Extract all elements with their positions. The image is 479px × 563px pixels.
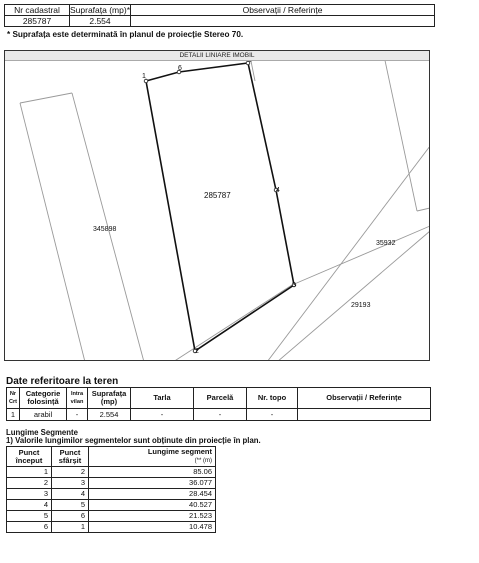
cell-intravilan: - [67, 409, 88, 421]
segments-table [6, 446, 216, 533]
cell-lungime: 40.527 [89, 500, 216, 511]
table-row [7, 522, 216, 533]
parcel-label: 285787 [204, 191, 231, 200]
header-suprafata: Suprafața (mp)* [70, 5, 130, 15]
cadastral-summary-table [4, 4, 435, 27]
cell-nr-cadastral: 285787 [5, 16, 70, 27]
neighbor-line [292, 226, 430, 285]
cell-suprafata: 2.554 [70, 16, 131, 27]
header-punct-sfarsit: Punct sfârșit [52, 447, 89, 467]
segments-note: 1) Valorile lungimilor segmentelor sunt obținute din proiecție în plan. [6, 436, 261, 445]
header-observatii: Observații / Referințe [131, 5, 435, 16]
map-header: DETALII LINIARE IMOBIL [5, 51, 429, 61]
header-nr-crt: Nr Crt [7, 388, 20, 409]
cell-categorie: arabil [20, 409, 67, 421]
segments-body [7, 467, 216, 533]
neighbor-line [277, 231, 430, 361]
cell-punct-sfarsit: 1 [52, 522, 89, 533]
table-row [7, 409, 431, 421]
neighbor-label: 29193 [351, 302, 371, 309]
cell-nr-topo: - [247, 409, 298, 421]
header-lungime [89, 447, 216, 467]
cell-lungime: 85.06 [89, 467, 216, 478]
cell-punct-sfarsit: 2 [52, 467, 89, 478]
cell-lungime: 10.478 [89, 522, 216, 533]
header-nr-cadastral: Nr cadastral [5, 5, 70, 16]
cell-punct-inceput: 3 [7, 489, 52, 500]
table-row [7, 489, 216, 500]
vertex-label: 2 [195, 348, 199, 355]
header-categorie: Categorie folosință [20, 388, 67, 409]
neighbor-line [20, 93, 72, 103]
vertex-label: 1 [142, 73, 146, 80]
parcel-map [4, 50, 430, 361]
header-intravilan: Intra vilan [67, 388, 88, 409]
vertex-label: 3 [292, 282, 296, 289]
cell-punct-sfarsit: 5 [52, 500, 89, 511]
cell-punct-inceput: 1 [7, 467, 52, 478]
table-row [7, 467, 216, 478]
header-observatii: Observații / Referințe [298, 388, 431, 409]
cell-lungime: 36.077 [89, 478, 216, 489]
cell-punct-sfarsit: 3 [52, 478, 89, 489]
vertex-label: 4 [276, 187, 280, 194]
projection-note: * Suprafața este determinată în planul de proiecție Stereo 70. [7, 30, 244, 39]
cell-punct-inceput: 2 [7, 478, 52, 489]
table-header-row [7, 447, 216, 467]
neighbor-label: 345898 [93, 226, 117, 233]
table-header-row [7, 388, 431, 409]
header-suprafata: Suprafața (mp) [88, 388, 131, 409]
header-nr-topo: Nr. topo [247, 388, 298, 409]
neighbor-line [417, 208, 430, 211]
header-parcela: Parcelă [194, 388, 247, 409]
map-drawing [5, 51, 430, 361]
cell-tarla: - [131, 409, 194, 421]
table-row [7, 478, 216, 489]
neighbor-lines [20, 51, 430, 361]
cell-punct-sfarsit: 6 [52, 511, 89, 522]
cell-suprafata: 2.554 [88, 409, 131, 421]
vertex-label: 6 [178, 65, 182, 72]
neighbor-line [173, 285, 292, 361]
segments-title: Lungime Segmente [6, 428, 78, 437]
neighbor-line [267, 146, 430, 361]
cell-punct-inceput: 4 [7, 500, 52, 511]
cell-punct-sfarsit: 4 [52, 489, 89, 500]
cell-lungime: 28.454 [89, 489, 216, 500]
cell-observatii [131, 16, 435, 27]
header-punct-inceput: Punct început [7, 447, 52, 467]
cell-parcela: - [194, 409, 247, 421]
neighbor-line [383, 51, 417, 211]
land-data-title: Date referitoare la teren [6, 376, 119, 387]
parcel-outline [146, 63, 294, 351]
table-header-row [5, 5, 435, 16]
cell-lungime: 21.523 [89, 511, 216, 522]
vertex-markers [144, 61, 296, 353]
header-tarla: Tarla [131, 388, 194, 409]
cell-observatii [298, 409, 431, 421]
cell-nr-crt: 1 [7, 409, 20, 421]
neighbor-label: 35932 [376, 240, 396, 247]
land-data-table [6, 387, 431, 421]
table-row [7, 511, 216, 522]
table-row [7, 500, 216, 511]
table-row [5, 16, 435, 27]
cell-punct-inceput: 5 [7, 511, 52, 522]
neighbor-line [20, 103, 85, 361]
header-lungime-unit: (** (m) [194, 458, 212, 464]
header-lungime-label: Lungime segment [147, 447, 212, 456]
cell-punct-inceput: 6 [7, 522, 52, 533]
